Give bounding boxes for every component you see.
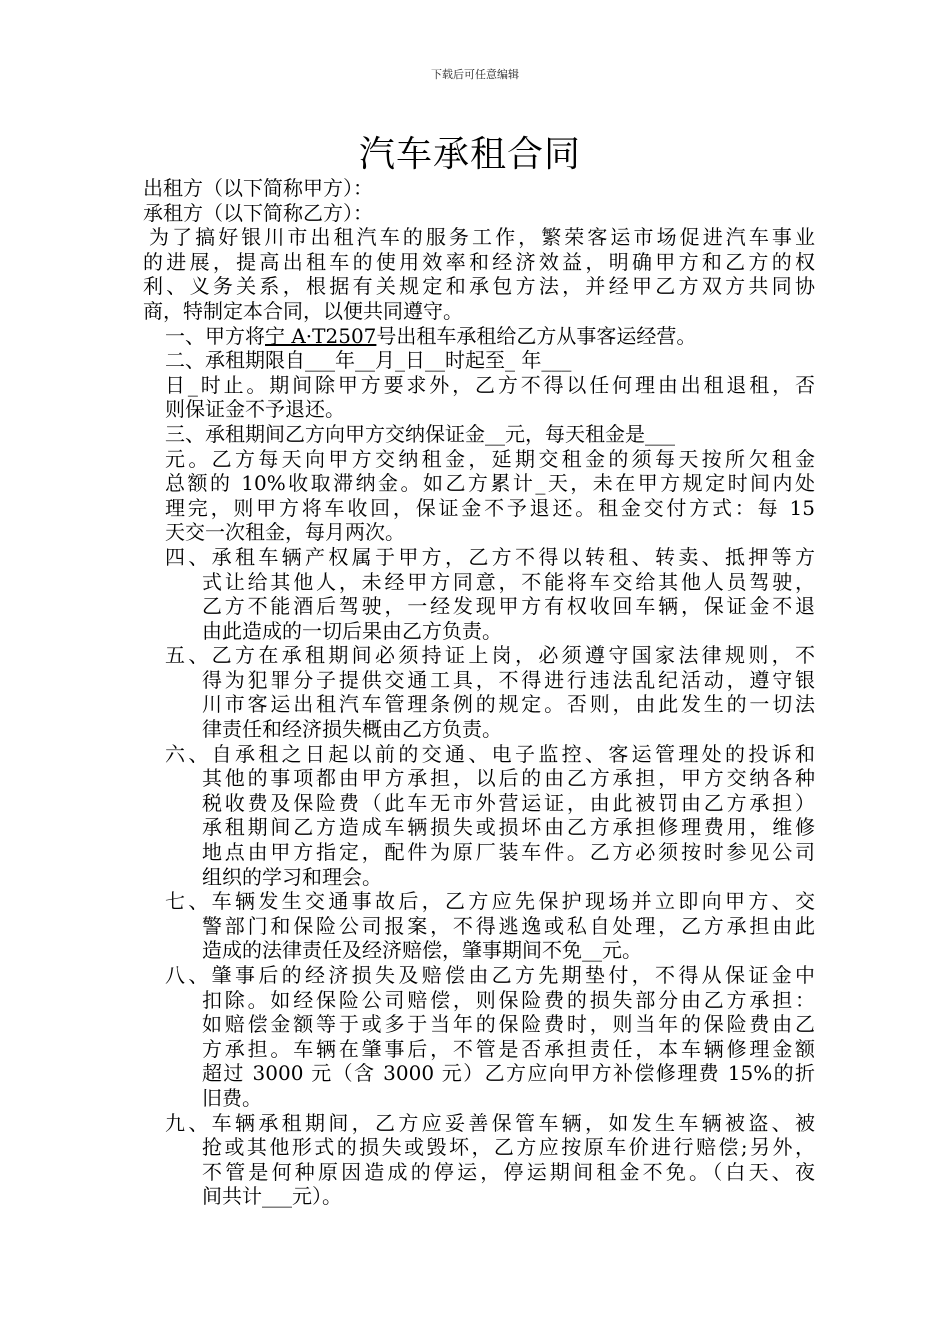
text-line: [143, 299, 815, 324]
text-line: [143, 373, 815, 398]
text-line: [143, 348, 815, 373]
text-line: [143, 1086, 815, 1111]
line-text: 二、承租期限自___年__月_日__时起至_ 年___: [165, 348, 572, 373]
line-text: 为了搞好银川市出租汽车的服务工作，繁荣客运市场促进汽车事业: [149, 225, 815, 250]
text-line: [143, 545, 815, 570]
contract-body: [143, 176, 815, 1209]
text-line: [143, 742, 815, 767]
text-line: [143, 914, 815, 939]
text-line: [143, 570, 815, 595]
line-text: 式让给其他人，未经甲方同意，不能将车交给其他人员驾驶，: [202, 569, 815, 594]
line-text: 造成的法律责任及经济赔偿，肇事期间不免__元。: [202, 938, 642, 963]
text-line: [143, 447, 815, 472]
text-line: [143, 1037, 815, 1062]
line-text: 则保证金不予退还。: [165, 397, 345, 422]
text-line: [143, 1012, 815, 1037]
plate-number: 宁 A·T2507: [265, 323, 377, 348]
text-line: [143, 176, 815, 201]
text-line: [143, 520, 815, 545]
line-text: 税收费及保险费（此车无市外营运证，由此被罚由乙方承担）: [202, 790, 815, 815]
text-line: [143, 324, 815, 349]
line-text: 川市客运出租汽车管理条例的规定。否则，由此发生的一切法: [202, 692, 815, 717]
line-text: 律责任和经济损失概由乙方负责。: [202, 717, 502, 742]
text-line: [143, 815, 815, 840]
text-line: [143, 963, 815, 988]
line-text: 理完，则甲方将车收回，保证金不予退还。租金交付方式：每 15: [165, 495, 815, 520]
line-text: 六、自承租之日起以前的交通、电子监控、客运管理处的投诉和: [165, 741, 815, 766]
text-line: [143, 643, 815, 668]
line-text: 不管是何种原因造成的停运，停运期间租金不免。（白天、夜: [202, 1159, 815, 1184]
text-line: [143, 274, 815, 299]
text-line: [143, 422, 815, 447]
text-line: [143, 1184, 815, 1209]
line-text: 方承担。车辆在肇事后，不管是否承担责任，本车辆修理金额: [202, 1036, 815, 1061]
line-text: 四、承租车辆产权属于甲方，乙方不得以转租、转卖、抵押等方: [165, 544, 815, 569]
line-text: 承租期间乙方造成车辆损失或损坏由乙方承担修理费用，维修: [202, 815, 815, 840]
line-text: 由此造成的一切后果由乙方负责。: [202, 618, 502, 643]
line-text: 其他的事项都由甲方承担，以后的由乙方承担，甲方交纳各种: [202, 766, 815, 791]
text-line: [143, 1061, 815, 1086]
text-line: [143, 840, 815, 865]
line-text: 旧费。: [202, 1085, 262, 1110]
text-line: [143, 225, 815, 250]
text-line: [143, 201, 815, 226]
line-text: 天交一次租金，每月两次。: [165, 520, 405, 545]
text-line: [143, 865, 815, 890]
text-line: [143, 717, 815, 742]
line-text: 商，特制定本合同，以便共同遵守。: [143, 298, 463, 323]
line-text: 利、义务关系，根据有关规定和承包方法，并经甲乙方双方共同协: [143, 274, 815, 299]
text-line: [143, 594, 815, 619]
line-text: 一、甲方将: [165, 323, 265, 348]
line-text: 如赔偿金额等于或多于当年的保险费时，则当年的保险费由乙: [202, 1012, 815, 1037]
line-text: 组织的学习和理会。: [202, 864, 382, 889]
text-line: [143, 1160, 815, 1185]
text-line: [143, 619, 815, 644]
line-text: 出租方（以下简称甲方）：: [143, 176, 373, 200]
text-line: [143, 496, 815, 521]
text-line: [143, 938, 815, 963]
line-text: 扣除。如经保险公司赔偿，则保险费的损失部分由乙方承担：: [202, 987, 815, 1012]
text-line: [143, 397, 815, 422]
text-line: [143, 889, 815, 914]
text-line: [143, 766, 815, 791]
text-line: [143, 692, 815, 717]
text-line: [143, 250, 815, 275]
line-text: 承租方（以下简称乙方）：: [143, 200, 373, 225]
header-note: 下载后可任意编辑: [431, 68, 519, 81]
line-text: 间共计___元）。: [202, 1184, 342, 1209]
page-title: 汽车承租合同: [358, 134, 581, 175]
text-line: [143, 791, 815, 816]
line-text: 七、车辆发生交通事故后，乙方应先保护现场并立即向甲方、交: [165, 889, 815, 914]
line-text: 得为犯罪分子提供交通工具，不得进行违法乱纪活动，遵守银: [202, 667, 815, 692]
line-text: 元。乙方每天向甲方交纳租金，延期交租金的须每天按所欠租金: [165, 446, 815, 471]
line-text-after: 号出租车承租给乙方从事客运经营。: [376, 323, 697, 348]
text-line: [143, 471, 815, 496]
line-text: 警部门和保险公司报案，不得逃逸或私自处理，乙方承担由此: [202, 913, 815, 938]
line-text: 总额的 10%收取滞纳金。如乙方累计_天，未在甲方规定时间内处: [165, 471, 815, 496]
line-text: 乙方不能酒后驾驶，一经发现甲方有权收回车辆，保证金不退: [202, 594, 815, 619]
line-text: 三、承租期间乙方向甲方交纳保证金__元，每天租金是___: [165, 421, 675, 446]
line-text: 地点由甲方指定，配件为原厂装车件。乙方必须按时参见公司: [202, 840, 815, 865]
line-text: 五、乙方在承租期间必须持证上岗，必须遵守国家法律规则，不: [165, 643, 815, 668]
line-text: 超过 3000 元（含 3000 元）乙方应向甲方补偿修理费 15%的折: [202, 1061, 815, 1086]
line-text: 的进展，提高出租车的使用效率和经济效益，明确甲方和乙方的权: [143, 249, 815, 274]
line-text: 抢或其他形式的损失或毁坏，乙方应按原车价进行赔偿;另外，: [202, 1135, 815, 1160]
text-line: [143, 1135, 815, 1160]
text-line: [143, 668, 815, 693]
line-text: 八、肇事后的经济损失及赔偿由乙方先期垫付，不得从保证金中: [165, 963, 815, 987]
line-text: 日_时止。期间除甲方要求外，乙方不得以任何理由出租退租，否: [165, 372, 815, 397]
text-line: [143, 1111, 815, 1136]
text-line: [143, 988, 815, 1013]
line-text: 九、车辆承租期间，乙方应妥善保管车辆，如发生车辆被盗、被: [165, 1110, 815, 1135]
